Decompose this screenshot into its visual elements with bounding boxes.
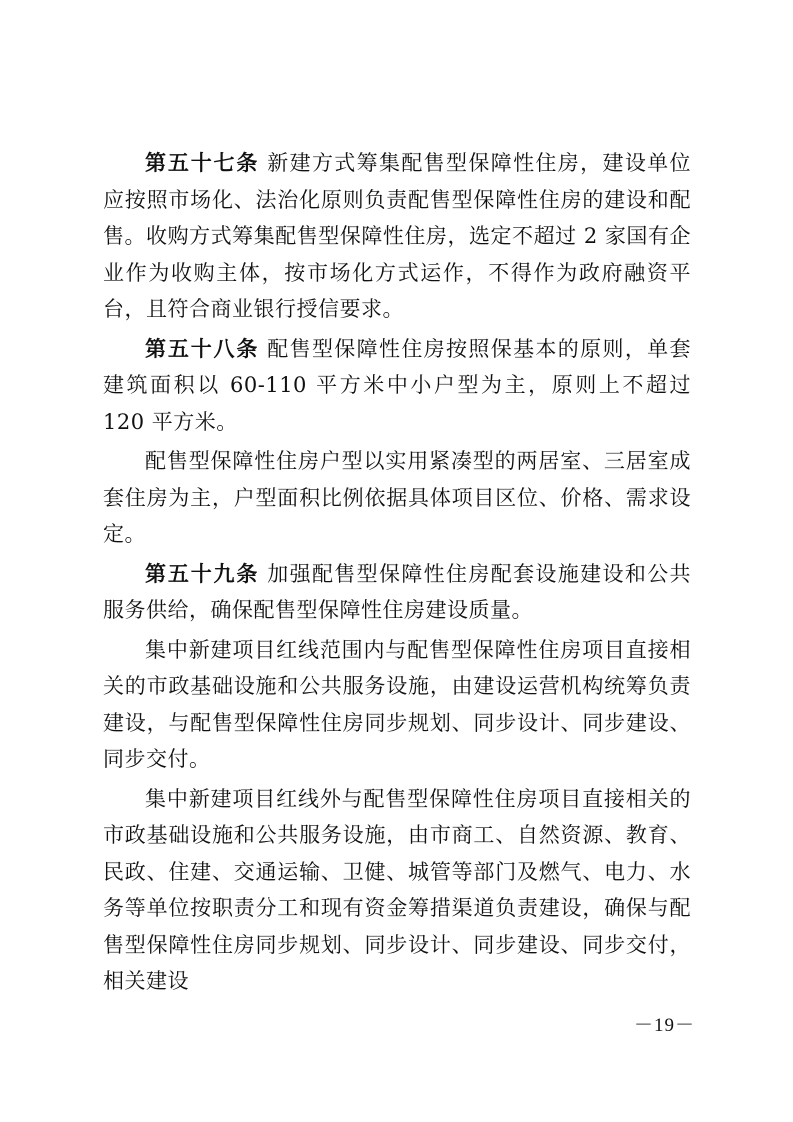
paragraph-article-58	[103, 331, 691, 441]
paragraph-unit-layout	[103, 443, 691, 553]
paragraph-article-57	[103, 145, 691, 328]
article-heading: 第五十九条	[145, 560, 260, 586]
paragraph-text: 配售型保障性住房按照保基本的原则，单套建筑面积以 60-110 平方米中小户型为主，原则上不超过 120 平方米。	[103, 336, 692, 434]
paragraph-text: 集中新建项目红线外与配售型保障性住房项目直接相关的市政基础设施和公共服务设施，由市商工、自然资源、教育、民政、住建、交通运输、卫健、城管等部门及燃气、电力、水务等单位按职责分工和现有资金筹措渠道负责建设，确保与配售型保障性住房同步规划、同步设计、同步建设、同步交付，相关建设	[103, 786, 691, 993]
article-heading: 第五十七条	[145, 150, 260, 175]
document-body	[103, 145, 691, 1003]
page-number: －19－	[634, 1015, 696, 1036]
paragraph-text: 集中新建项目红线范围内与配售型保障性住房项目直接相关的市政基础设施和公共服务设施，由建设运营机构统筹负责建设，与配售型保障性住房同步规划、同步设计、同步建设、同步交付。	[103, 637, 691, 771]
paragraph-article-59	[103, 556, 691, 629]
paragraph-inside-redline	[103, 632, 691, 778]
article-heading: 第五十八条	[145, 335, 260, 361]
paragraph-text: 加强配售型保障性住房配套设施建设和公共服务供给，确保配售型保障性住房建设质量。	[103, 561, 692, 622]
paragraph-text: 配售型保障性住房户型以实用紧凑型的两居室、三居室成套住房为主，户型面积比例依据具体项目区位、价格、需求设定。	[103, 449, 691, 546]
paragraph-outside-redline	[103, 781, 691, 1000]
paragraph-text: 新建方式筹集配售型保障性住房，建设单位应按照市场化、法治化原则负责配售型保障性住房的建设和配售。收购方式筹集配售型保障性住房，选定不超过 2 家国有企业作为收购主体，按市场化方式运作，不得作为政府融资平台，且符合商业银行授信要求。	[103, 151, 692, 321]
